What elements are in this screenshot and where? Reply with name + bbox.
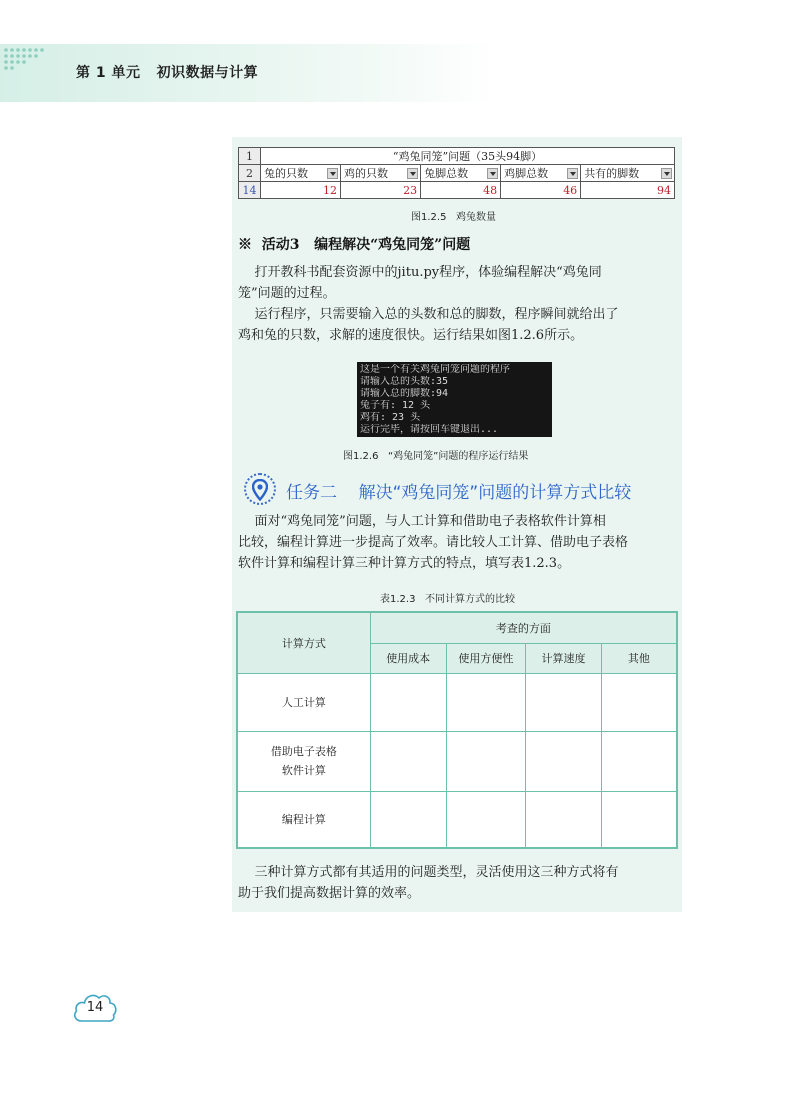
header-label: 兔脚总数 <box>424 167 469 180</box>
sheet-row-1 <box>239 148 675 165</box>
paragraph <box>238 511 678 574</box>
row-label: 编程计算 <box>237 791 370 848</box>
page-header <box>0 44 800 102</box>
header-cell <box>501 165 581 182</box>
column-header: 使用方便性 <box>446 643 526 673</box>
paragraph <box>238 304 678 346</box>
figure-caption: 图1.2.5 鸡兔数量 <box>411 212 496 223</box>
sheet-row-2 <box>239 165 675 182</box>
row-label-line: 软件计算 <box>281 764 326 777</box>
location-pin-icon <box>244 473 276 505</box>
console-line: 兔子有: 12 头 <box>360 400 431 411</box>
value-cell: 94 <box>581 182 675 199</box>
empty-cell[interactable] <box>526 673 602 731</box>
text-line: 鸡和兔的只数，求解的速度很快。运行结果如图1.2.6所示。 <box>238 328 584 343</box>
empty-cell[interactable] <box>370 791 446 848</box>
filter-dropdown-icon[interactable] <box>327 168 338 179</box>
header-label: 兔的只数 <box>264 167 308 180</box>
header-label: 共有的脚数 <box>584 167 640 180</box>
text-line: 三种计算方式都有其适用的问题类型，灵活使用这三种方式将有 <box>238 865 619 880</box>
empty-cell[interactable] <box>526 731 602 791</box>
activity-heading: ※ 活动3 编程解决“鸡兔同笼”问题 <box>238 237 471 253</box>
console-line: 运行完毕，请按回车键退出... <box>360 424 499 435</box>
text-line: 助于我们提高数据计算的效率。 <box>238 886 421 901</box>
row-label: 人工计算 <box>237 673 370 731</box>
row-label <box>237 731 370 791</box>
empty-cell[interactable] <box>446 673 526 731</box>
console-line: 鸡有: 23 头 <box>360 412 421 423</box>
empty-cell[interactable] <box>526 791 602 848</box>
row-number: 14 <box>239 182 261 199</box>
group-header: 考查的方面 <box>370 612 677 643</box>
filter-dropdown-icon[interactable] <box>567 168 578 179</box>
filter-dropdown-icon[interactable] <box>487 168 498 179</box>
console-line: 请输入总的脚数:94 <box>360 388 449 399</box>
dot-pattern-decoration <box>0 44 48 74</box>
table-row <box>237 673 677 731</box>
text-line: 笼”问题的过程。 <box>238 286 336 301</box>
empty-cell[interactable] <box>370 673 446 731</box>
paragraph <box>238 262 678 304</box>
spreadsheet-figure <box>238 147 675 199</box>
task-heading <box>244 473 684 507</box>
sheet-title: “鸡兔同笼”问题（35头94脚） <box>261 148 675 165</box>
text-line: 打开教科书配套资源中的jitu.py程序，体验编程解决“鸡兔同 <box>238 265 602 280</box>
column-header: 使用成本 <box>370 643 446 673</box>
value-cell: 46 <box>501 182 581 199</box>
header-cell <box>581 165 675 182</box>
figure-caption: 图1.2.6 “鸡兔同笼”问题的程序运行结果 <box>343 451 529 462</box>
unit-title: 第 1 单元 初识数据与计算 <box>76 65 259 81</box>
empty-cell[interactable] <box>601 791 677 848</box>
empty-cell[interactable] <box>601 673 677 731</box>
text-line: 运行程序，只需要输入总的头数和总的脚数，程序瞬间就给出了 <box>238 307 619 322</box>
console-line: 请输入总的头数:35 <box>360 376 449 387</box>
column-header: 计算速度 <box>526 643 602 673</box>
empty-cell[interactable] <box>370 731 446 791</box>
page-number: 14 <box>86 1000 104 1015</box>
comparison-table <box>236 611 678 849</box>
empty-cell[interactable] <box>446 731 526 791</box>
sheet-row-14 <box>239 182 675 199</box>
value-cell: 12 <box>261 182 341 199</box>
header-cell <box>341 165 421 182</box>
filter-dropdown-icon[interactable] <box>407 168 418 179</box>
row-number: 2 <box>239 165 261 182</box>
page-number-badge <box>72 990 118 1024</box>
column-header: 其他 <box>601 643 677 673</box>
row-number: 1 <box>239 148 261 165</box>
value-cell: 23 <box>341 182 421 199</box>
header-cell <box>261 165 341 182</box>
header-label: 鸡脚总数 <box>504 167 549 180</box>
task-title: 任务二 解决“鸡兔同笼”问题的计算方式比较 <box>286 483 632 503</box>
pin-glyph <box>252 479 268 501</box>
corner-header: 计算方式 <box>237 612 370 673</box>
filter-active-icon[interactable] <box>661 168 672 179</box>
table-row <box>237 791 677 848</box>
empty-cell[interactable] <box>601 731 677 791</box>
text-line: 比较，编程计算进一步提高了效率。请比较人工计算、借助电子表格 <box>238 535 629 550</box>
header-cell <box>421 165 501 182</box>
table-header-row <box>237 612 677 643</box>
value-cell: 48 <box>421 182 501 199</box>
console-line: 这是一个有关鸡兔同笼问题的程序 <box>360 364 510 375</box>
table-row <box>237 731 677 791</box>
text-line: 软件计算和编程计算三种计算方式的特点，填写表1.2.3。 <box>238 556 571 571</box>
text-line: 面对“鸡兔同笼”问题，与人工计算和借助电子表格软件计算相 <box>238 514 606 529</box>
header-label: 鸡的只数 <box>344 167 389 180</box>
table-caption: 表1.2.3 不同计算方式的比较 <box>380 594 515 605</box>
row-label-line: 借助电子表格 <box>270 745 337 758</box>
console-output <box>357 362 552 437</box>
empty-cell[interactable] <box>446 791 526 848</box>
paragraph <box>238 862 678 904</box>
